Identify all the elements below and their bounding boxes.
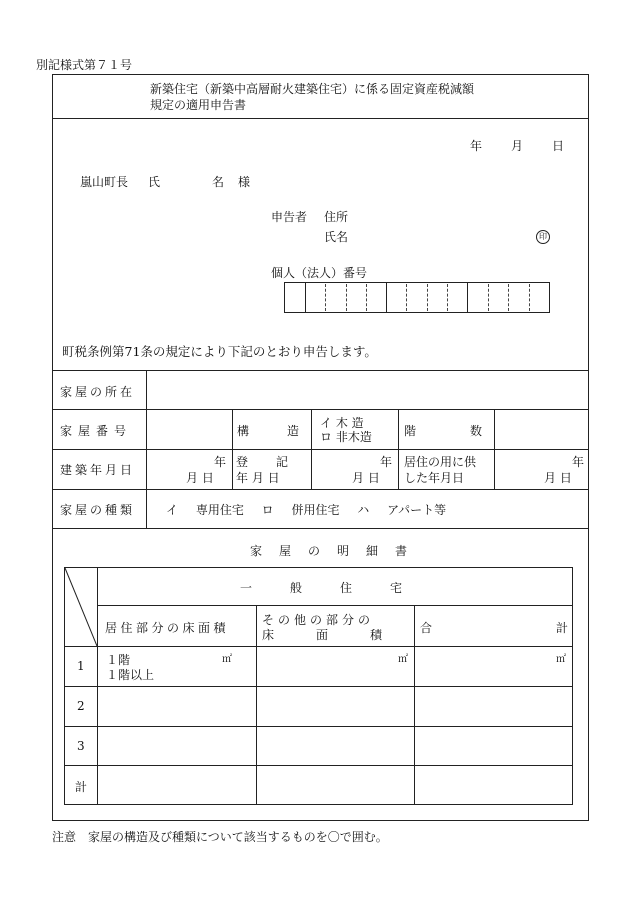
row-label-1: 1 — [77, 659, 85, 673]
footnote: 注意 家屋の構造及び種類について該当するものを〇で囲む。 — [52, 830, 388, 844]
applicant-name-label: 氏名 — [324, 230, 349, 244]
date-day: 日 — [552, 139, 565, 153]
structure-option-nonwood[interactable]: ロ 非木造 — [320, 430, 372, 444]
date-year: 年 — [470, 139, 483, 153]
col-other-area-2: 床面積 — [262, 628, 425, 642]
form-title: 新築住宅（新築中高層耐火建築住宅）に係る固定資産税減額 — [150, 82, 475, 96]
general-housing-header: 一般住宅 — [240, 581, 441, 595]
form-title-line2: 規定の適用申告書 — [150, 98, 247, 112]
built-month-day: 月 日 — [186, 471, 214, 485]
row-label-2: 2 — [77, 699, 85, 713]
house-location-label: 家屋の所在 — [60, 385, 136, 399]
house-type-label: 家屋の種類 — [60, 503, 136, 517]
row-label-3: 3 — [77, 739, 85, 753]
unit-other: ㎡ — [398, 654, 408, 665]
registration-month-day: 月 日 — [352, 471, 380, 485]
addressee-mayor: 嵐山町長 — [80, 175, 129, 189]
declaration-text: 町税条例第71条の規定により下記のとおり申告します。 — [62, 344, 377, 359]
diagonal-header — [64, 567, 98, 647]
id-number-boxes[interactable] — [284, 282, 550, 313]
col-other-area: その他の部分の — [262, 613, 375, 627]
form-number: 別記様式第７１号 — [36, 58, 133, 72]
col-total-label-2: 計 — [556, 621, 569, 635]
residence-date-label: 居住の用に供 — [404, 455, 477, 469]
structure-option-wood[interactable]: イ 木 造 — [320, 416, 364, 430]
residence-month-day: 月 日 — [544, 471, 572, 485]
addressee-sama: 様 — [238, 175, 251, 189]
addressee-mei: 名 — [212, 175, 225, 189]
residence-date-label-2: した年月日 — [404, 471, 465, 485]
id-number-label: 個人（法人）番号 — [271, 266, 368, 280]
residence-year: 年 — [572, 455, 585, 469]
col-total-label: 合 — [420, 621, 433, 635]
unit-residential: ㎡ — [222, 654, 232, 665]
row1-floor1: １階 — [106, 653, 131, 667]
addressee-shi: 氏 — [148, 175, 161, 189]
structure-label: 構造 — [237, 424, 338, 438]
house-type-options[interactable]: イ 専用住宅 ロ 併用住宅 ハ アパート等 — [166, 503, 447, 517]
built-date-label: 建築年月日 — [60, 463, 136, 477]
registration-label-2: 年 月 日 — [236, 471, 280, 485]
row1-floor-up: １階以上 — [106, 668, 155, 682]
house-location-field[interactable] — [148, 371, 588, 408]
registration-year: 年 — [380, 455, 393, 469]
house-number-label: 家屋番号 — [60, 424, 133, 438]
seal-mark: 印 — [536, 230, 550, 244]
detail-title: 家屋の明細書 — [250, 544, 425, 558]
floors-label: 階数 — [404, 424, 537, 438]
house-number-field[interactable] — [148, 410, 231, 448]
built-year: 年 — [214, 455, 227, 469]
unit-total: ㎡ — [556, 654, 566, 665]
registration-label: 登記 — [236, 455, 317, 469]
date-month: 月 — [511, 139, 524, 153]
row-label-total: 計 — [75, 780, 88, 794]
floors-field[interactable] — [496, 410, 588, 448]
applicant-address-label: 住所 — [324, 210, 349, 224]
col-residential-area: 居住部分の床面積 — [105, 621, 230, 635]
applicant-label: 申告者 — [271, 210, 308, 224]
